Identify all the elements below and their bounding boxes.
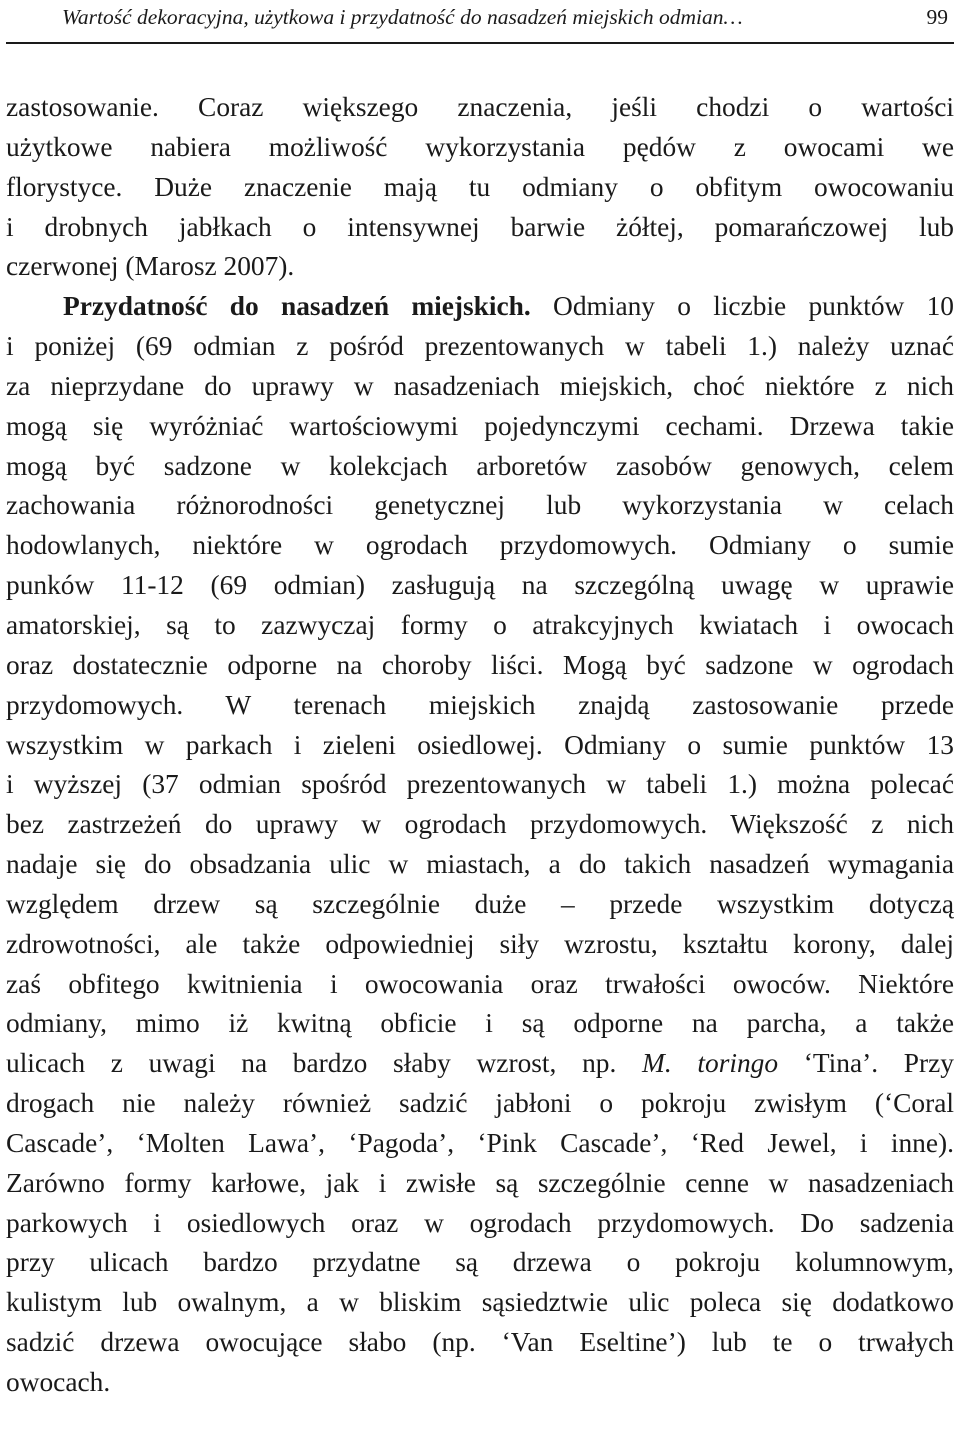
running-title: Wartość dekoracyjna, użytkowa i przydatność do nasadzeń miejskich odmian… [62,5,743,29]
text-fragment: Odmiany o liczbie punktów 10 [553,291,954,322]
text-line: zastosowanie. Coraz większego znaczenia, jeśli chodzi o wartości [6,92,954,122]
text-line: hodowlanych, niektóre w ogrodach przydomowych. Odmiany o sumie [6,530,954,561]
body-text [6,88,954,1403]
text-line: czerwonej (Marosz 2007). [6,251,295,282]
text-line: mogą się wyróżniać wartościowymi pojedynczymi cechami. Drzewa takie [6,410,954,441]
text-line: parkowych i osiedlowych oraz w ogrodach przydomowych. Do sadzenia [6,1207,954,1238]
section-heading: Przydatność do nasadzeń miejskich. [63,291,531,322]
text-line: odmiany, mimo iż kwitną obficie i są odporne na parcha, a także [6,1008,954,1039]
page-number: 99 [926,5,948,29]
paragraph-first-line [6,287,954,327]
text-fragment: ulicach z uwagi na bardzo słaby wzrost, np. [6,1048,617,1079]
text-line: zachowania różnorodności genetycznej lub wykorzystania w celach [6,490,954,521]
text-line: Cascade’, ‘Molten Lawa’, ‘Pagoda’, ‘Pink Cascade’, ‘Red Jewel, i inne). [6,1127,954,1158]
text-line: zdrowotności, ale także odpowiedniej siły wzrostu, kształtu korony, dalej [6,928,954,959]
text-line: wszystkim w parkach i zieleni osiedlowej. Odmiany o sumie punktów 13 [6,729,954,760]
text-line: kulistym lub owalnym, a w bliskim sąsiedztwie ulic poleca się dodatkowo [6,1287,954,1318]
header-rule [6,42,954,44]
text-line: przy ulicach bardzo przydatne są drzewa o pokroju kolumnowym, [6,1247,954,1278]
text-line: oraz dostatecznie odporne na choroby liści. Mogą być sadzone w ogrodach [6,649,954,680]
taxon-name: M. toringo [642,1048,779,1079]
text-line: Zarówno formy karłowe, jak i zwisłe są szczególnie cenne w nasadzeniach [6,1167,954,1198]
document-page [6,0,954,1440]
text-line: drogach nie należy również sadzić jabłoni o pokroju zwisłym (‘Coral [6,1088,954,1119]
text-line: względem drzew są szczególnie duże – przede wszystkim dotyczą [6,888,954,919]
text-line: zaś obfitego kwitnienia i owocowania oraz trwałości owoców. Niektóre [6,968,954,999]
text-line: za nieprzydane do uprawy w nasadzeniach miejskich, choć niektóre z nich [6,370,954,401]
text-line: owocach. [6,1367,111,1397]
text-line: i wyższej (37 odmian spośród prezentowanych w tabeli 1.) można polecać [6,769,954,800]
text-line: florystyce. Duże znaczenie mają tu odmiany o obfitym owocowaniu [6,171,954,202]
text-line: sadzić drzewa owocujące słabo (np. ‘Van Eseltine’) lub te o trwałych [6,1327,954,1358]
text-line: przydomowych. W terenach miejskich znajdą zastosowanie przede [6,689,954,720]
text-line: bez zastrzeżeń do uprawy w ogrodach przydomowych. Większość z nich [6,809,954,840]
toringo-line [6,1044,954,1084]
text-line: i drobnych jabłkach o intensywnej barwie żółtej, pomarańczowej lub [6,211,954,242]
running-header [62,2,954,32]
text-line: amatorskiej, są to zazwyczaj formy o atrakcyjnych kwiatach i owocach [6,609,954,640]
text-line: mogą być sadzone w kolekcjach arboretów zasobów genowych, celem [6,450,954,481]
text-fragment: ‘Tina’. Przy [803,1048,954,1079]
text-line: i poniżej (69 odmian z pośród prezentowanych w tabeli 1.) należy uznać [6,331,954,362]
text-line: nadaje się do obsadzania ulic w miastach, a do takich nasadzeń wymagania [6,849,954,880]
text-line: punków 11-12 (69 odmian) zasługują na szczególną uwagę w uprawie [6,570,954,601]
text-line: użytkowe nabiera możliwość wykorzystania pędów z owocami we [6,131,954,162]
